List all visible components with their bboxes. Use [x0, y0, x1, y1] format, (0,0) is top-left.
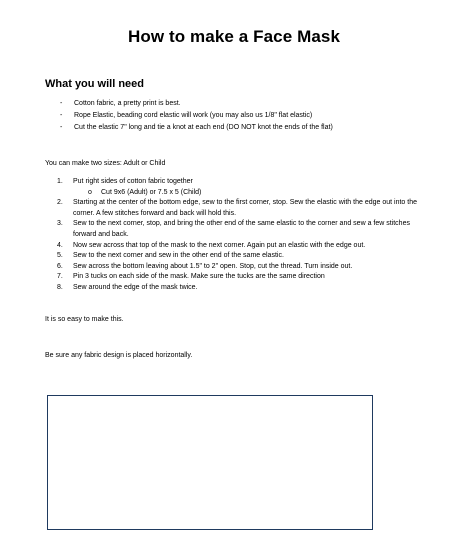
note-easy: It is so easy to make this.	[45, 316, 124, 323]
step-text: Sew across the bottom leaving about 1.5" to 2" open. Stop, cut the thread. Turn inside out.	[73, 262, 353, 270]
step-item	[57, 283, 429, 294]
list-item	[60, 110, 333, 122]
step-text: Put right sides of cotton fabric together	[73, 178, 193, 185]
bullet-dash: -	[60, 112, 63, 119]
note-fabric-horizontal: Be sure any fabric design is placed horizontally.	[45, 352, 193, 359]
step-number: 4.	[57, 241, 63, 249]
step-item	[57, 241, 429, 252]
steps-list	[57, 177, 429, 294]
sizes-text: You can make two sizes: Adult or Child	[45, 160, 166, 167]
step-item	[57, 219, 429, 240]
step-item	[57, 177, 429, 198]
bullet-dash: -	[60, 124, 63, 131]
step-text: Now sew across that top of the mask to the next corner. Again put an elastic with the edge out.	[73, 241, 366, 249]
step-item	[57, 198, 429, 219]
material-text: Rope Elastic, beading cord elastic will work (you may also us 1/8" flat elastic)	[74, 112, 313, 119]
step-number: 1.	[57, 178, 63, 185]
step-text: Sew to the next corner, stop, and bring the other end of the same elastic to the corner and sew a few stitches forward and back.	[73, 220, 410, 238]
document-title: How to make a Face Mask	[127, 27, 341, 46]
list-item	[60, 98, 333, 110]
material-text: Cut the elastic 7" long and tie a knot at each end (DO NOT knot the ends of the flat)	[74, 124, 333, 131]
step-item	[57, 251, 429, 262]
step-text: Sew to the next corner and sew in the other end of the same elastic.	[73, 252, 284, 260]
materials-list	[60, 98, 333, 134]
step-item	[57, 272, 429, 283]
material-text: Cotton fabric, a pretty print is best.	[74, 100, 181, 107]
step-number: 3.	[57, 220, 63, 228]
step-text: Starting at the center of the bottom edge, sew to the first corner, stop. Sew the elastic with the edge out into the corner. A few stitches forward and back will hold this.	[73, 199, 417, 217]
image-placeholder-frame	[47, 395, 373, 530]
step-number: 7.	[57, 273, 63, 281]
step-item	[57, 262, 429, 273]
step-number: 8.	[57, 283, 63, 291]
step-number: 6.	[57, 262, 63, 270]
section-heading-what-you-need: What you will need	[45, 78, 145, 90]
step-number: 2.	[57, 199, 63, 207]
step-sub-item	[73, 188, 429, 199]
step-text: Sew around the edge of the mask twice.	[73, 283, 198, 291]
step-text: Pin 3 tucks on each side of the mask. Make sure the tucks are the same direction	[73, 273, 325, 281]
step-sub-text: Cut 9x6 (Adult) or 7.5 x 5 (Child)	[101, 188, 202, 196]
list-item	[60, 122, 333, 134]
bullet-dash: -	[60, 100, 63, 107]
step-number: 5.	[57, 252, 63, 260]
sub-bullet-circle: o	[88, 188, 92, 196]
